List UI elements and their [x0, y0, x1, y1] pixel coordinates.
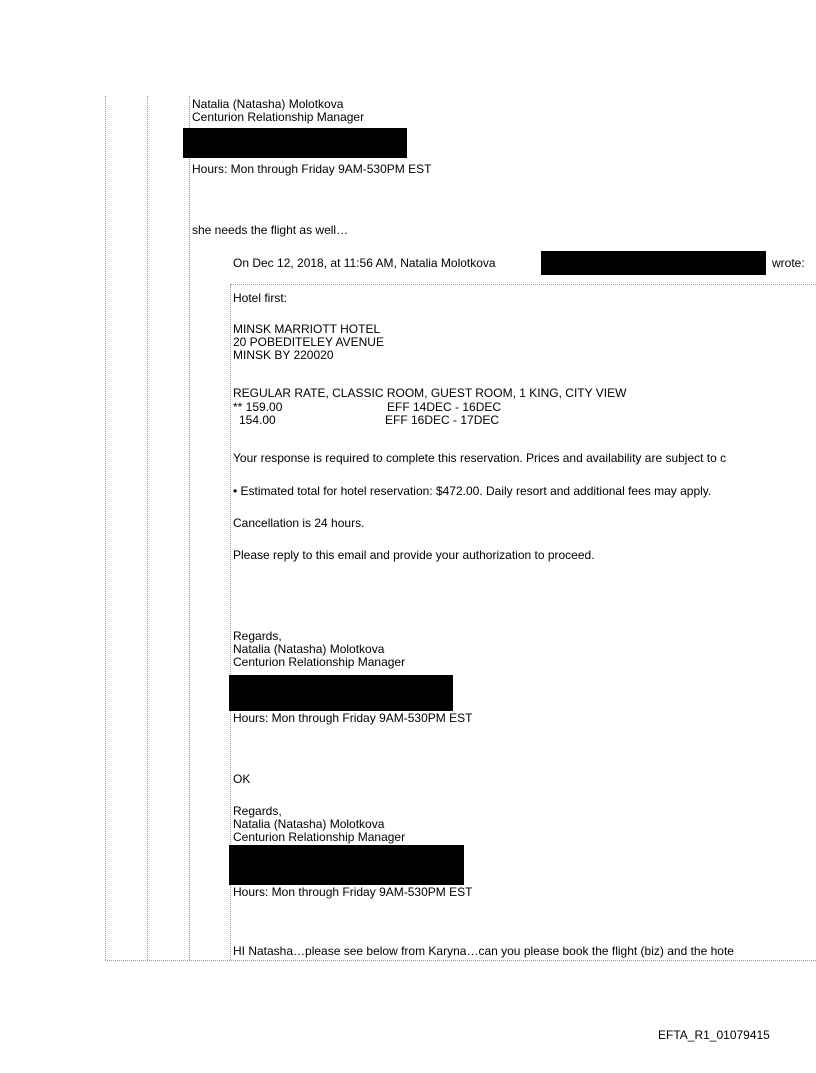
hotel-address-line: 20 POBEDITELEY AVENUE [233, 335, 384, 349]
hotel-address [233, 323, 384, 362]
rate-dates: EFF 16DEC - 17DEC [385, 413, 500, 427]
rate-price: 154.00 [239, 413, 276, 427]
hotel-address-line: MINSK BY 220020 [233, 348, 334, 362]
regards-text: Regards, [233, 804, 282, 818]
redaction-bar [183, 128, 407, 158]
signature-block [233, 805, 405, 844]
signature-title: Centurion Relationship Manager [233, 655, 406, 669]
signature-title: Centurion Relationship Manager [192, 110, 365, 124]
bottom-border-line [105, 960, 816, 961]
signature-title: Centurion Relationship Manager [233, 830, 406, 844]
redaction-bar [229, 675, 453, 711]
cancellation-text: Cancellation is 24 hours. [233, 516, 365, 530]
reply-text: she needs the flight as well… [192, 223, 349, 237]
response-required-text: Your response is required to complete this reservation. Prices and availability are subject to c [233, 451, 727, 465]
redaction-bar [229, 845, 464, 885]
rate-row [239, 414, 499, 427]
left-border-line [105, 96, 106, 960]
rate-dates: EFF 14DEC - 16DEC [387, 400, 502, 414]
signature-name: Natalia (Natasha) Molotkova [192, 97, 344, 111]
signature-name: Natalia (Natasha) Molotkova [233, 642, 385, 656]
hotel-intro: Hotel first: [233, 291, 288, 305]
content-border-line [189, 96, 190, 960]
quote-top-line [230, 284, 816, 285]
quote-header-suffix: wrote: [772, 256, 805, 270]
redaction-bar [541, 251, 766, 275]
signature-block [233, 630, 405, 669]
signature-hours: Hours: Mon through Friday 9AM-530PM EST [192, 162, 432, 176]
document-id: EFTA_R1_01079415 [658, 1028, 770, 1042]
final-message: HI Natasha…please see below from Karyna…can you please book the flight (biz) and the hote [233, 944, 734, 958]
hotel-address-line: MINSK MARRIOTT HOTEL [233, 322, 381, 336]
signature-name: Natalia (Natasha) Molotkova [233, 817, 385, 831]
top-signature [192, 98, 364, 124]
quote-header-prefix: On Dec 12, 2018, at 11:56 AM, Natalia Molotkova [233, 256, 496, 270]
authorization-text: Please reply to this email and provide your authorization to proceed. [233, 548, 595, 562]
rate-price: ** 159.00 [233, 400, 283, 414]
ok-text: OK [233, 772, 251, 786]
signature-hours: Hours: Mon through Friday 9AM-530PM EST [233, 885, 473, 899]
inner-border-line [147, 96, 148, 960]
signature-hours: Hours: Mon through Friday 9AM-530PM EST [233, 711, 473, 725]
estimated-total-text: • Estimated total for hotel reservation: $472.00. Daily resort and additional fees may apply. [233, 484, 712, 498]
rate-title: REGULAR RATE, CLASSIC ROOM, GUEST ROOM, 1 KING, CITY VIEW [233, 386, 627, 400]
regards-text: Regards, [233, 629, 282, 643]
